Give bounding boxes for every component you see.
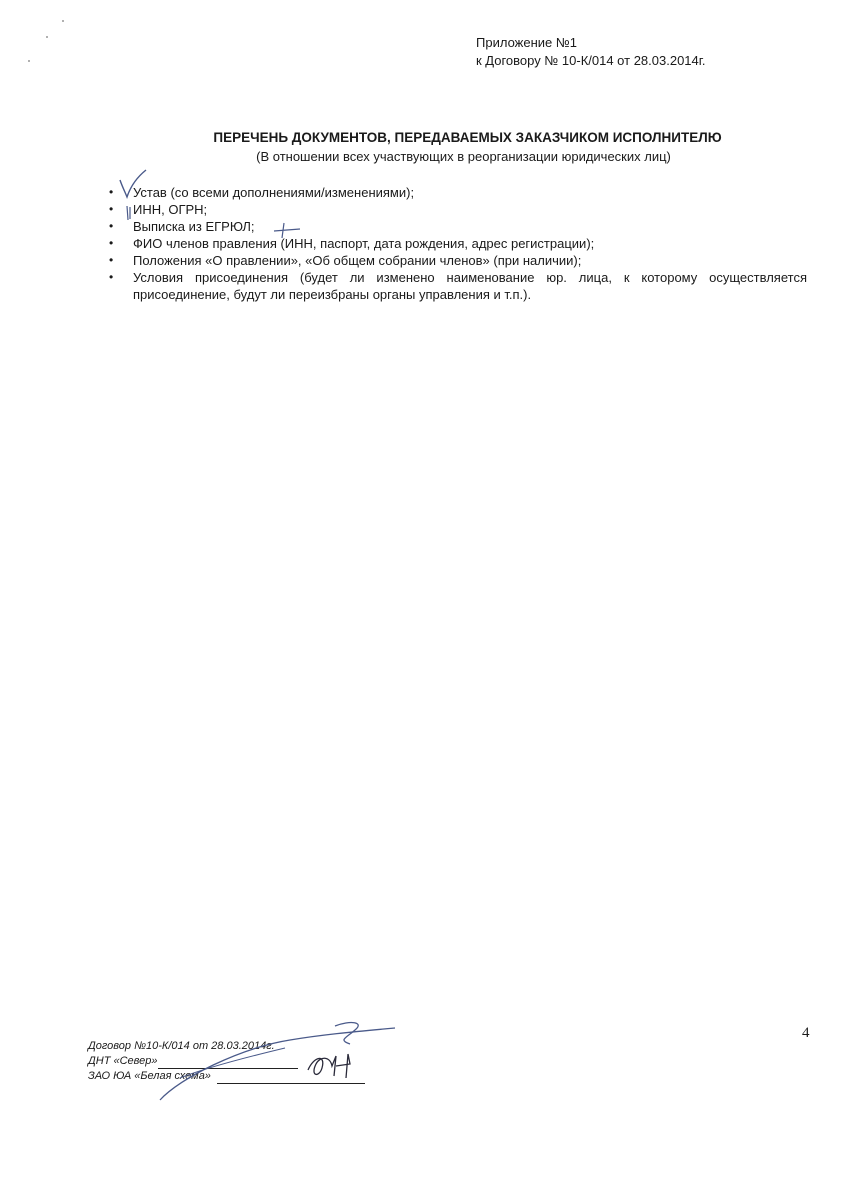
list-item-text: Положения «О правлении», «Об общем собрании членов» (при наличии); (133, 253, 582, 268)
footer-party-dnt (88, 1054, 365, 1069)
annex-header (476, 34, 706, 70)
scan-speck (46, 36, 48, 38)
bullet-icon: • (109, 219, 114, 233)
footer-party-zao (88, 1069, 365, 1084)
document-list (107, 184, 807, 303)
bullet-icon: • (109, 202, 114, 216)
list-item (107, 269, 807, 303)
party-name: ЗАО ЮА «Белая схема» (88, 1070, 211, 1082)
list-item-text: Условия присоединения (будет ли изменено наименование юр. лица, к которому осуществляется присоединение, будут ли переизбраны органы управления и т.п.). (133, 270, 807, 302)
list-item (107, 218, 807, 235)
bullet-icon: • (109, 270, 114, 284)
list-item (107, 201, 807, 218)
list-item-text: Выписка из ЕГРЮЛ; (133, 219, 255, 234)
page-number: 4 (802, 1025, 810, 1041)
list-item (107, 235, 807, 252)
document-title: ПЕРЕЧЕНЬ ДОКУМЕНТОВ, ПЕРЕДАВАЕМЫХ ЗАКАЗЧИКОМ ИСПОЛНИТЕЛЮ (213, 130, 722, 145)
bullet-icon: • (109, 236, 114, 250)
bullet-icon: • (109, 253, 114, 267)
annex-number: Приложение №1 (476, 35, 578, 50)
signature-line (158, 1058, 298, 1069)
list-item-text: ФИО членов правления (ИНН, паспорт, дата рождения, адрес регистрации); (133, 236, 595, 251)
list-item-text: ИНН, ОГРН; (133, 202, 208, 217)
scan-speck (28, 60, 30, 62)
document-subtitle: (В отношении всех участвующих в реорганизации юридических лиц) (256, 149, 671, 164)
signature-line (217, 1073, 365, 1084)
list-item-text: Устав (со всеми дополнениями/изменениями); (133, 185, 415, 200)
bullet-icon: • (109, 185, 114, 199)
footer-contract-ref: Договор №10-К/014 от 28.03.2014г. (88, 1040, 275, 1052)
party-name: ДНТ «Север» (88, 1055, 158, 1067)
annex-contract-ref: к Договору № 10-К/014 от 28.03.2014г. (476, 53, 706, 68)
list-item (107, 184, 807, 201)
footer-signatures (88, 1039, 365, 1084)
list-item (107, 252, 807, 269)
scan-speck (62, 20, 64, 22)
